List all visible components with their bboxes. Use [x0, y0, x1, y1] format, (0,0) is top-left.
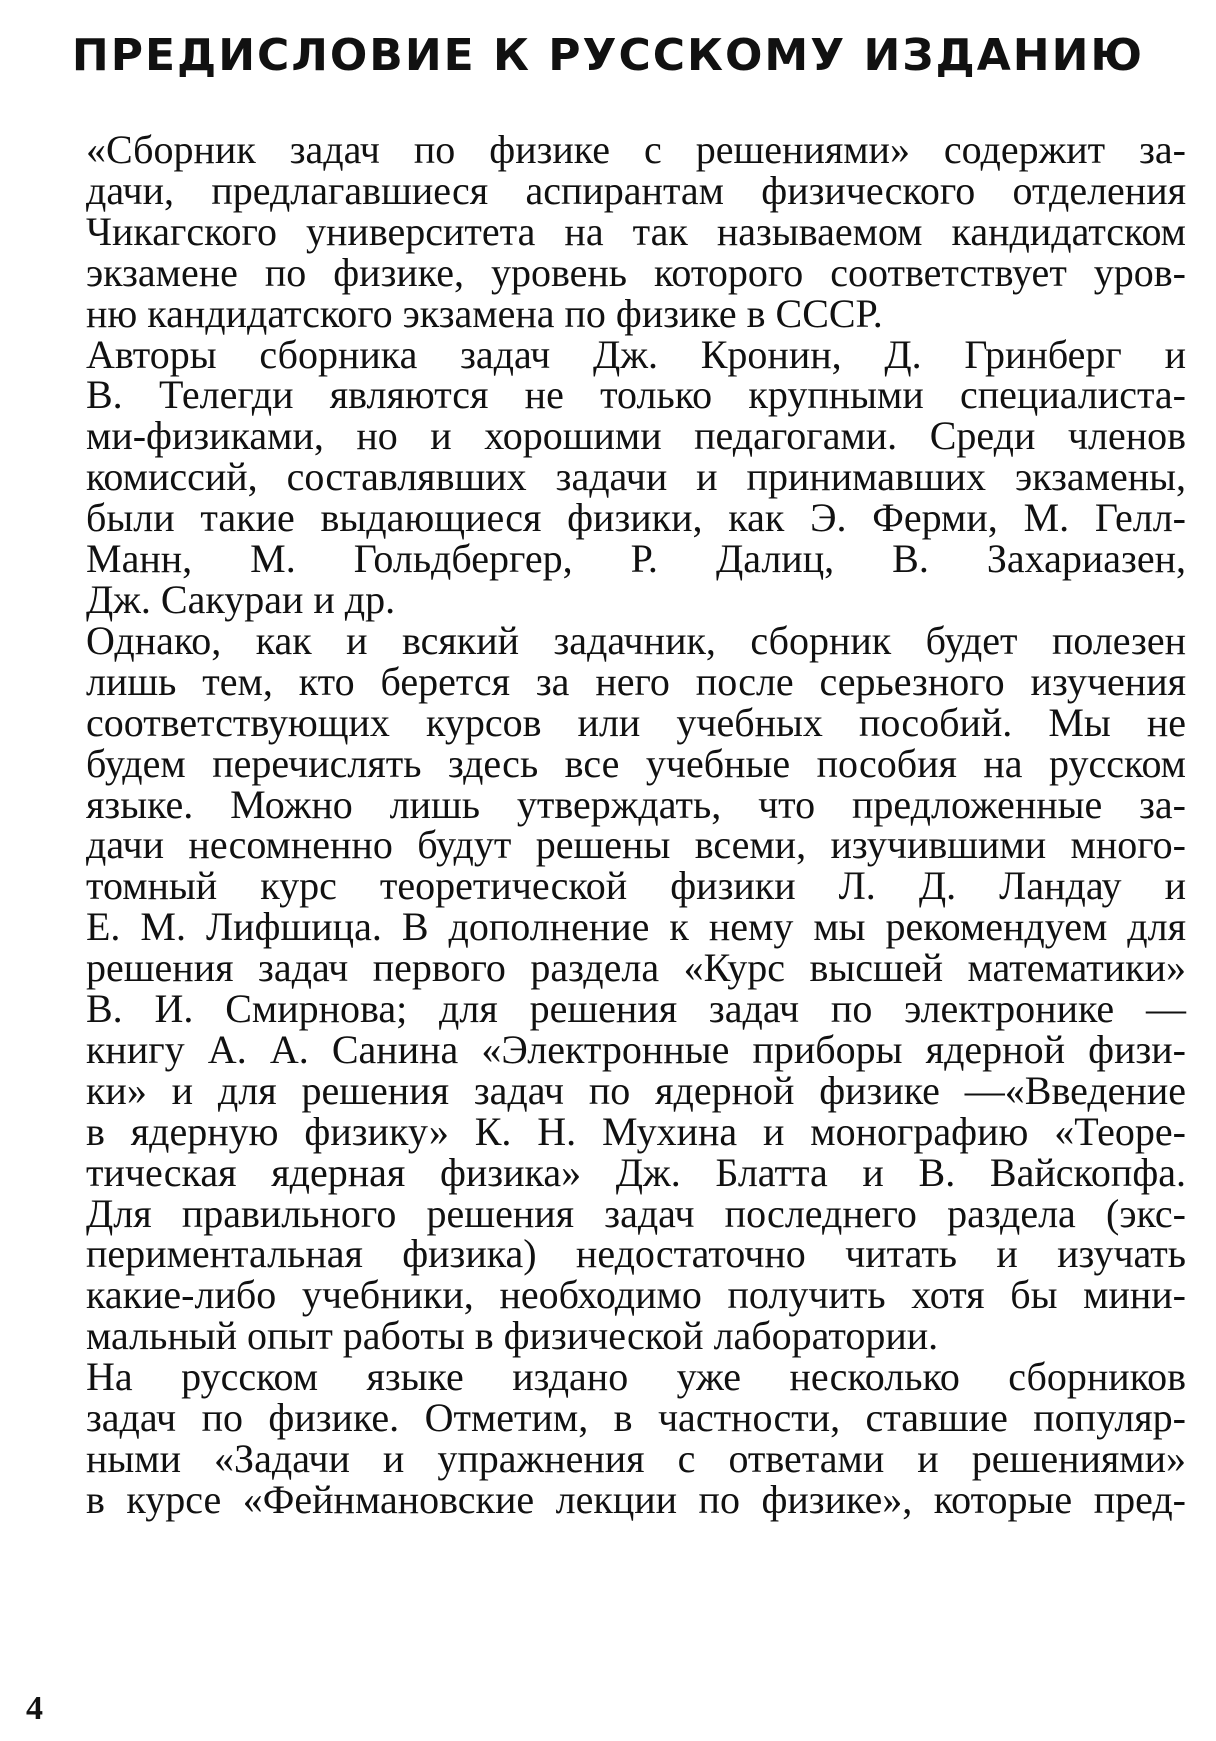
text-line: в курсе «Фейнмановские лекции по физике», которые пред- — [86, 1476, 1186, 1522]
text-line: томный курс теоретической физики Л. Д. Ландау и — [86, 863, 1186, 909]
text-line: мальный опыт работы в физической лаборатории. — [86, 1313, 939, 1359]
text-line: решения задач первого раздела «Курс высшей математики» — [86, 945, 1186, 991]
paragraph-3 — [24, 617, 1186, 1359]
text-line: тическая ядерная физика» Дж. Блатта и В. Вайскопфа. — [86, 1149, 1186, 1195]
text-line: задач по физике. Отметим, в частности, ставшие популяр- — [86, 1395, 1186, 1441]
text-line: будем перечислять здесь все учебные пособия на русском — [86, 740, 1186, 786]
text-line: На русском языке издано уже несколько сборников — [86, 1354, 1186, 1400]
text-line: были такие выдающиеся физики, как Э. Ферми, М. Гелл- — [86, 495, 1186, 541]
text-line: ми-физиками, но и хорошими педагогами. Среди членов — [86, 413, 1186, 459]
text-line: в ядерную физику» К. Н. Мухина и монографию «Теоре- — [86, 1108, 1186, 1154]
text-line: «Сборник задач по физике с решениями» содержит за- — [86, 127, 1186, 172]
text-line: ными «Задачи и упражнения с ответами и решениями» — [86, 1436, 1186, 1481]
text-line: периментальная физика) недостаточно читать и изучать — [86, 1231, 1186, 1277]
text-line: Дж. Сакураи и др. — [86, 576, 396, 622]
text-line: дачи несомненно будут решены всеми, изучившими много- — [86, 822, 1186, 868]
text-line: книгу А. А. Санина «Электронные приборы ядерной физи- — [86, 1026, 1186, 1072]
text-line: дачи, предлагавшиеся аспирантам физического отделения — [86, 167, 1186, 213]
text-line: Авторы сборника задач Дж. Кронин, Д. Гринберг и — [86, 331, 1186, 377]
body-text — [24, 127, 1186, 1522]
text-line: какие-либо учебники, необходимо получить хотя бы мини- — [86, 1272, 1186, 1318]
text-line: Для правильного решения задач последнего раздела (экс- — [86, 1190, 1186, 1236]
text-line: Манн, М. Гольдбергер, Р. Далиц, В. Захариазен, — [86, 536, 1186, 582]
text-line: комиссий, составлявших задачи и принимавших экзамены, — [86, 454, 1186, 500]
page-number: 4 — [26, 1690, 43, 1727]
paragraph-1 — [24, 127, 1186, 336]
text-line: экзамене по физике, уровень которого соответствует уров- — [86, 249, 1186, 295]
text-line: ню кандидатского экзамена по физике в СССР. — [86, 290, 883, 336]
text-line: Чикагского университета на так называемом кандидатском — [86, 208, 1186, 254]
text-line: Е. М. Лифшица. В дополнение к нему мы рекомендуем для — [86, 904, 1186, 950]
text-line: соответствующих курсов или учебных пособий. Мы не — [86, 699, 1186, 745]
text-line: ки» и для решения задач по ядерной физике —«Введение — [86, 1067, 1186, 1113]
page-heading: ПРЕДИСЛОВИЕ К РУССКОМУ ИЗДАНИЮ — [71, 30, 1145, 81]
text-line: лишь тем, кто берется за него после серьезного изучения — [86, 658, 1186, 704]
text-line: Однако, как и всякий задачник, сборник будет полезен — [86, 617, 1186, 663]
paragraph-4 — [24, 1354, 1186, 1522]
paragraph-2 — [24, 331, 1186, 622]
text-line: В. И. Смирнова; для решения задач по электронике — — [86, 986, 1186, 1032]
text-line: В. Телегди являются не только крупными специалиста- — [86, 372, 1186, 418]
text-line: языке. Можно лишь утверждать, что предложенные за- — [86, 781, 1186, 827]
